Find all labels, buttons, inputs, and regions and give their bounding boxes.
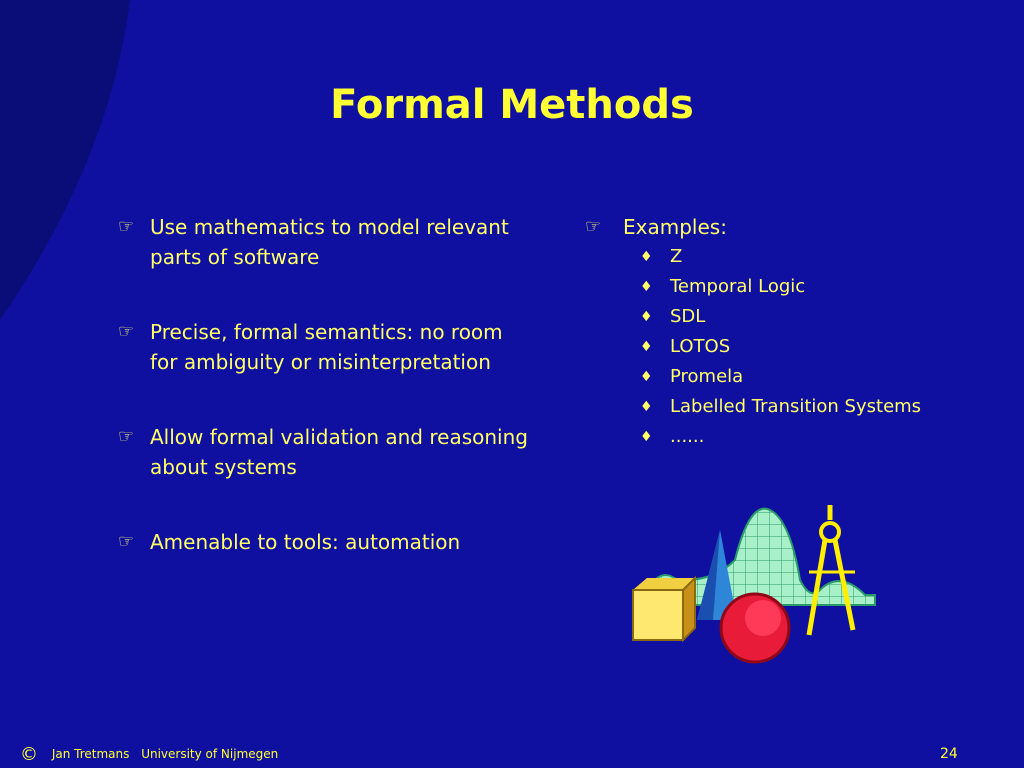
pointing-hand-icon: ☞: [118, 321, 135, 342]
compass-graphic: [809, 505, 855, 635]
footer-author: Jan Tretmans: [51, 747, 130, 761]
diamond-icon: ♦: [640, 279, 653, 295]
example-item: [640, 332, 1005, 362]
bullet-item: [118, 317, 528, 377]
example-item: [640, 242, 1005, 272]
footer-affiliation: University of Nijmegen: [141, 747, 279, 761]
example-item: [640, 362, 1005, 392]
pointing-hand-icon: ☞: [585, 216, 602, 237]
diamond-icon: ♦: [640, 309, 653, 325]
example-item: [640, 422, 1005, 452]
diamond-icon: ♦: [640, 249, 653, 265]
pointing-hand-icon: ☞: [118, 531, 135, 552]
examples-heading: [585, 212, 1005, 242]
geometry-clipart: [625, 500, 885, 670]
bullet-text: Allow formal validation and reasoning about systems: [150, 425, 528, 479]
example-text: SDL: [670, 306, 706, 327]
examples-list: [585, 212, 1005, 452]
example-text: Temporal Logic: [670, 276, 806, 297]
example-text: Labelled Transition Systems: [670, 396, 922, 417]
page-number: 24: [940, 746, 958, 762]
bullet-item: [118, 422, 528, 482]
main-bullet-list: [118, 212, 528, 602]
example-item: [640, 392, 1005, 422]
example-text: ......: [670, 426, 705, 447]
copyright-symbol: ©: [20, 744, 38, 765]
bullet-text: Use mathematics to model relevant parts of software: [150, 215, 509, 269]
sphere-graphic: [721, 594, 789, 662]
bullet-text: Precise, formal semantics: no room for ambiguity or misinterpretation: [150, 320, 503, 374]
example-item: [640, 272, 1005, 302]
diamond-icon: ♦: [640, 339, 653, 355]
example-text: LOTOS: [670, 336, 731, 357]
pointing-hand-icon: ☞: [118, 216, 135, 237]
examples-label: Examples:: [623, 215, 727, 239]
bullet-item: [118, 527, 528, 557]
diamond-icon: ♦: [640, 429, 653, 445]
footer: [20, 744, 286, 765]
diamond-icon: ♦: [640, 369, 653, 385]
example-item: [640, 302, 1005, 332]
slide-title: Formal Methods: [330, 82, 694, 128]
example-text: Promela: [670, 366, 744, 387]
diamond-icon: ♦: [640, 399, 653, 415]
cube-graphic: [633, 578, 695, 640]
pointing-hand-icon: ☞: [118, 426, 135, 447]
example-text: Z: [670, 246, 683, 267]
bullet-item: [118, 212, 528, 272]
bullet-text: Amenable to tools: automation: [150, 530, 461, 554]
